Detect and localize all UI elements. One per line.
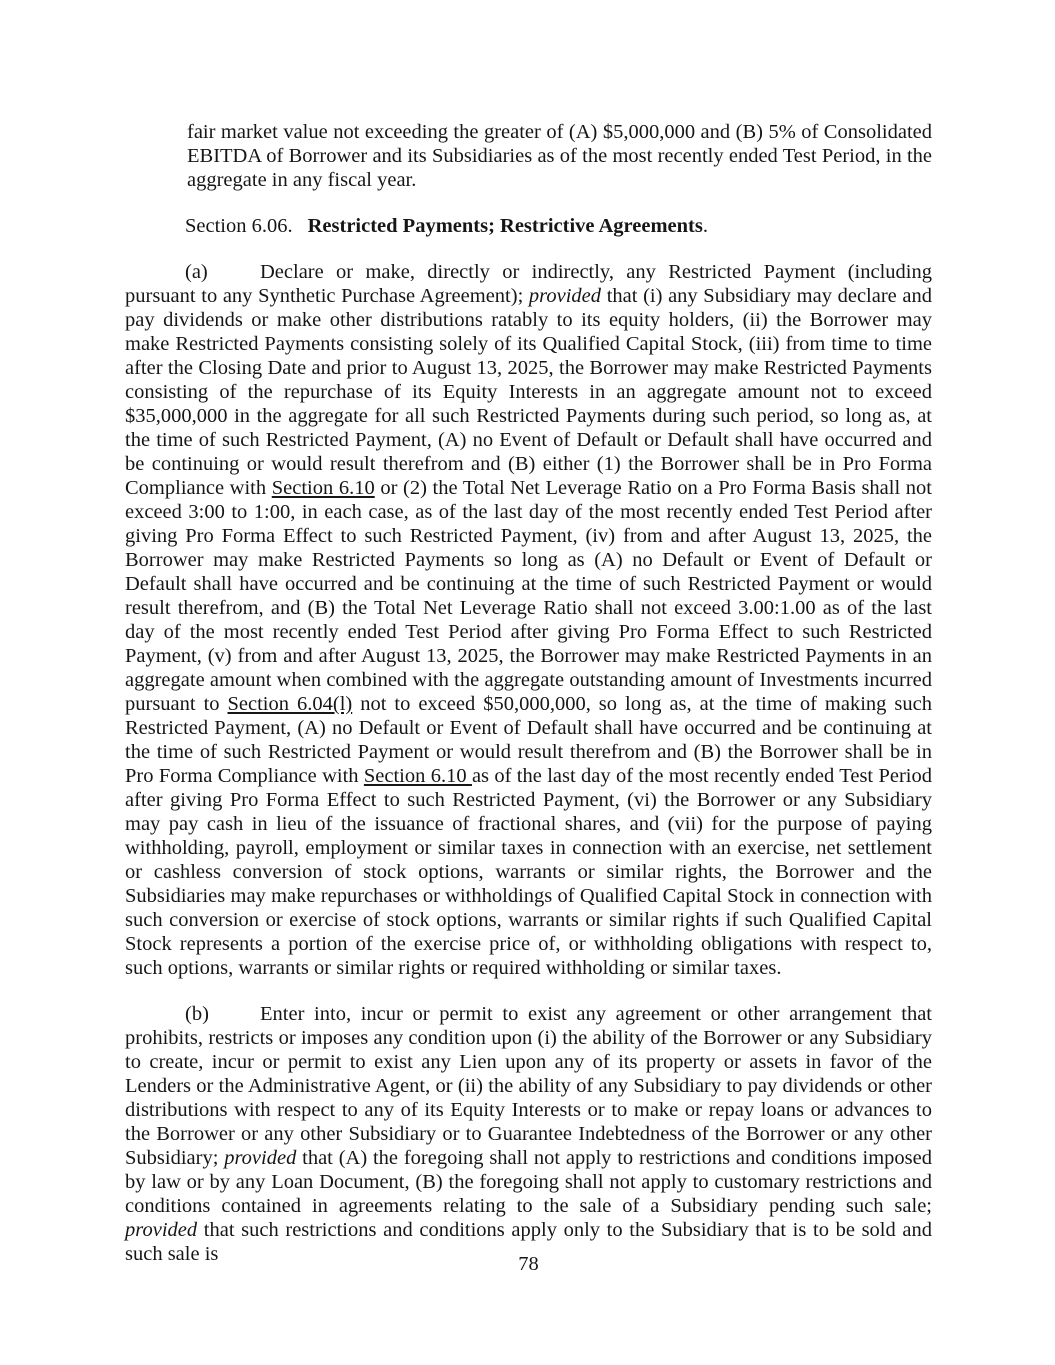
text-run: Enter into, incur or permit to exist any agreement or other arrangement that prohibits, restricts or imposes any condition upon (i) the ability of the Borrower or any Subsidiary to create, incur or permit to exist any Lien upon any of its property or assets in favor of the Lenders or the Administrative Agent, or (ii) the ability of any Subsidiary to pay dividends or other distributions with respect to any of its Equity Interests or to make or repay loans or advances to the Borrower or any other Subsidiary or to Guarantee Indebtedness of the Borrower or any other Subsidiary; [125,1003,932,1169]
paragraph-b [125,1002,932,1266]
text-run: that (A) the foregoing shall not apply to restrictions and conditions imposed by law or by any Loan Document, (B) the foregoing shall not apply to customary restrictions and conditions contained in agreements relating to the sale of a Subsidiary pending such sale; [125,1147,932,1217]
provided-emphasis: provided [528,285,602,307]
section-title-period: . [702,215,708,237]
provided-emphasis: provided [125,1219,198,1241]
paragraph-a-label: (a) [185,261,208,283]
section-ref-6-10: Section 6.10 [363,765,472,787]
page-number: 78 [518,1253,539,1275]
section-ref-6-10: Section 6.10 [271,477,375,499]
text-run: Declare or make, directly or indirectly, any Restricted Payment (including pursuant to any Synthetic Purchase Agreement); [125,261,932,307]
text-run: that (i) any Subsidiary may declare and pay dividends or make other distributions ratably to its equity holders, (ii) the Borrower may make Restricted Payments consisting solely of its Qualified Capital Stock, (iii) from time to time after the Closing Date and prior to August 13, 2025, the Borrower may make Restricted Payments consisting of the repurchase of its Equity Interests in an aggregate amount not to exceed $35,000,000 in the aggregate for all such Restricted Payments during such period, so long as, at the time of such Restricted Payment, (A) no Event of Default or Default shall have occurred and be continuing or would result therefrom and (B) either (1) the Borrower shall be in Pro Forma Compliance with [125,285,933,499]
page-footer [125,1252,932,1276]
continuation-paragraph: fair market value not exceeding the greater of (A) $5,000,000 and (B) 5% of Consolidated EBITDA of Borrower and its Subsidiaries as of the most recently ended Test Period, in the aggregate in any fiscal year. [187,121,932,191]
paragraph-b-label: (b) [185,1003,209,1025]
provided-emphasis: provided [224,1147,297,1169]
text-run: as of the last day of the most recently ended Test Period after giving Pro Forma Effect to such Restricted Payment, (vi) the Borrower or any Subsidiary may pay cash in lieu of the issuance of fractional shares, and (vii) for the purpose of paying withholding, payroll, employment or similar taxes in connection with an exercise, net settlement or cashless conversion of stock options, warrants or similar rights, the Borrower and the Subsidiaries may make repurchases or withholdings of Qualified Capital Stock in connection with such conversion or exercise of stock options, warrants or similar rights if such Qualified Capital Stock represents a portion of the exercise price of, or withholding obligations with respect to, such options, warrants or similar rights or required withholding or similar taxes. [125,765,932,979]
section-ref-6-04-l: Section 6.04(l) [227,693,353,715]
text-run: that such restrictions and conditions apply only to the Subsidiary that is to be sold and such sale is [125,1219,932,1265]
section-title: Restricted Payments; Restrictive Agreements [307,215,703,237]
text-run: not to exceed $50,000,000, so long as, at the time of making such Restricted Payment, (A) no Default or Event of Default shall have occurred and be continuing at the time of such Restricted Payment or would result therefrom and (B) the Borrower shall be in Pro Forma Compliance with [125,693,932,787]
paragraph-a [125,260,932,980]
paragraph-a-text [125,261,932,979]
text-run: or (2) the Total Net Leverage Ratio on a Pro Forma Basis shall not exceed 3:00 to 1:00, in each case, as of the last day of the most recently ended Test Period after giving Pro Forma Effect to such Restricted Payment, (iv) from and after August 13, 2025, the Borrower may make Restricted Payments so long as (A) no Default or Event of Default or Default shall have occurred and be continuing at the time of such Restricted Payment or would result therefrom, and (B) the Total Net Leverage Ratio shall not exceed 3.00:1.00 as of the last day of the most recently ended Test Period after giving Pro Forma Effect to such Restricted Payment, (v) from and after August 13, 2025, the Borrower may make Restricted Payments in an aggregate amount when combined with the aggregate outstanding amount of Investments incurred pursuant to [125,477,932,715]
section-number: Section 6.06. [185,215,293,237]
paragraph-b-text [125,1003,932,1265]
section-heading [125,214,932,238]
